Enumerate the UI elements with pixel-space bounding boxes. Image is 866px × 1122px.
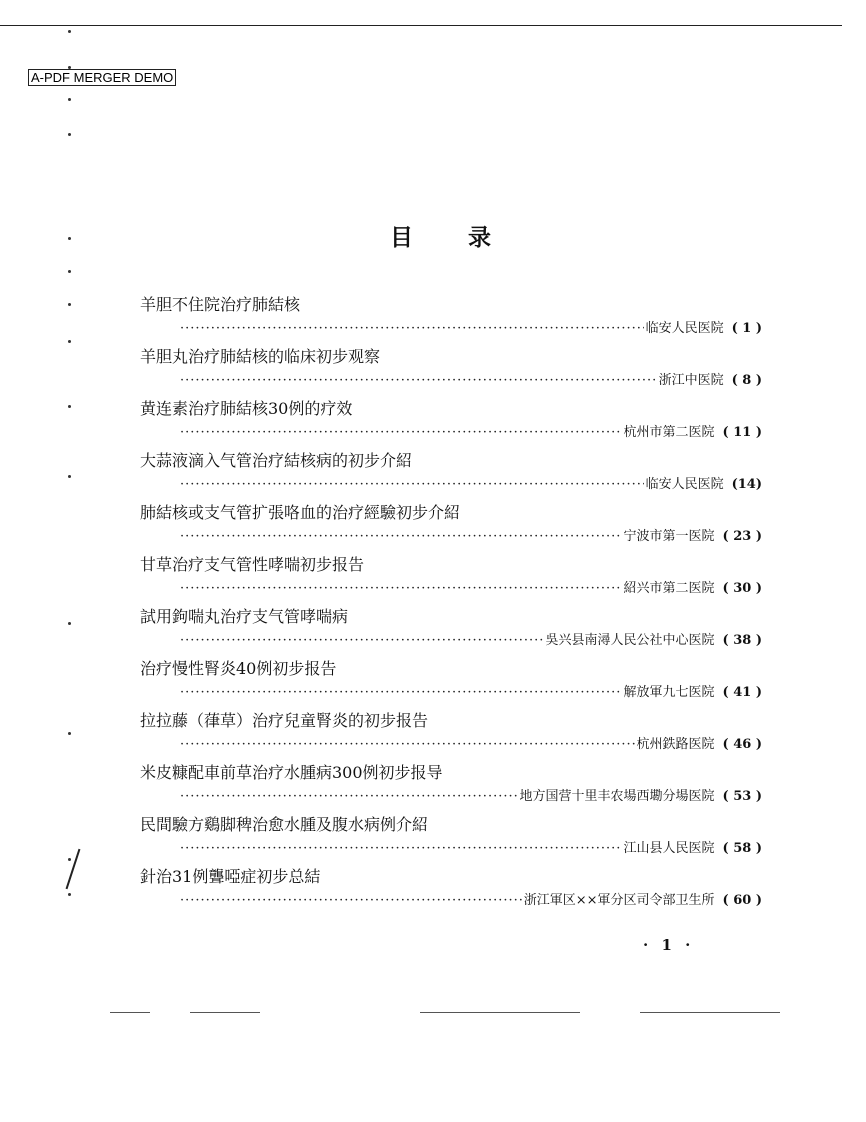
toc-entry-title: 羊胆不住院治疗肺結核: [140, 295, 301, 314]
scan-speck: [68, 858, 71, 861]
toc-entry-source: 杭州市第二医院: [623, 425, 715, 440]
toc-entry[interactable]: [140, 347, 780, 399]
toc-entry-title: 針治31例聾啞症初步总結: [140, 867, 321, 886]
toc-entry-source: 宁波市第一医院: [623, 529, 715, 544]
toc-leader-row: [180, 841, 762, 857]
toc-entry-page: ( 23 ): [722, 529, 762, 544]
toc-leader-row: [180, 529, 762, 545]
toc-entry[interactable]: [140, 763, 780, 815]
toc-entry-page: ( 1 ): [731, 321, 762, 336]
dot-leader: [180, 685, 622, 701]
scan-speck: [68, 475, 71, 478]
page-title: 目录: [390, 224, 546, 251]
toc-entry[interactable]: [140, 399, 780, 451]
toc-entry[interactable]: [140, 295, 780, 347]
dot-leader: [180, 893, 522, 909]
toc-entry-source: 浙江軍区××軍分区司令部卫生所: [523, 893, 715, 908]
toc-entry-page: ( 46 ): [722, 737, 762, 752]
scan-speck: [68, 732, 71, 735]
toc-entry-source: 浙江中医院: [658, 373, 724, 388]
toc-entry-page: ( 11 ): [722, 425, 762, 440]
top-rule: [0, 25, 842, 26]
toc-leader-row: [180, 633, 762, 649]
toc-entry-title: 肺結核或支气管扩張咯血的治疗經驗初步介紹: [140, 503, 461, 522]
toc-leader-row: [180, 789, 762, 805]
scan-speck: [68, 893, 71, 896]
scan-speck: [68, 303, 71, 306]
toc-entry-source: 临安人民医院: [645, 477, 724, 492]
toc-entry-page: ( 8 ): [731, 373, 762, 388]
toc-entry-page: ( 30 ): [722, 581, 762, 596]
toc-entry-title: 試用鉤喘丸治疗支气管哮喘病: [140, 607, 349, 626]
toc-entry-title: 羊胆丸治疗肺結核的临床初步观察: [140, 347, 381, 366]
toc-leader-row: [180, 477, 762, 493]
scan-speck: [110, 1012, 150, 1013]
toc-entry-title: 治疗慢性腎炎40例初步报告: [140, 659, 337, 678]
toc-entry-page: ( 41 ): [722, 685, 762, 700]
toc-entry-page: (14): [731, 477, 762, 492]
scan-speck: [68, 30, 71, 33]
dot-leader: [180, 841, 622, 857]
toc-entry-title: 甘草治疗支气管性哮喘初步报告: [140, 555, 365, 574]
toc-entry-page: ( 53 ): [722, 789, 762, 804]
toc-entry-title: 米皮糠配車前草治疗水腫病300例初步报导: [140, 763, 443, 782]
dot-leader: [180, 321, 644, 337]
toc-entry-title: 大蒜液滴入气管治疗結核病的初步介紹: [140, 451, 413, 470]
dot-leader: [180, 529, 622, 545]
toc-entry-title: 民間驗方鷄脚稗治愈水腫及腹水病例介紹: [140, 815, 429, 834]
pen-mark: [66, 849, 81, 890]
toc-entry[interactable]: [140, 815, 780, 867]
scan-speck: [68, 133, 71, 136]
scan-speck: [68, 340, 71, 343]
toc-entry[interactable]: [140, 555, 780, 607]
scan-speck: [68, 98, 71, 101]
toc-entry[interactable]: [140, 711, 780, 763]
toc-leader-row: [180, 685, 762, 701]
toc-entry[interactable]: [140, 451, 780, 503]
toc-entry[interactable]: [140, 607, 780, 659]
toc-entry-source: 解放軍九七医院: [623, 685, 715, 700]
scan-speck: [190, 1012, 260, 1013]
dot-leader: [180, 373, 657, 389]
dot-leader: [180, 789, 518, 805]
dot-leader: [180, 581, 622, 597]
toc-entry-page: ( 58 ): [722, 841, 762, 856]
toc-leader-row: [180, 373, 762, 389]
scan-speck: [640, 1012, 780, 1013]
scan-speck: [68, 66, 71, 69]
toc-entry-title: 黄连素治疗肺結核30例的疗效: [140, 399, 353, 418]
scan-speck: [68, 622, 71, 625]
scan-speck: [68, 270, 71, 273]
toc-entry-source: 地方国营十里丰农場西墈分場医院: [519, 789, 715, 804]
dot-leader: [180, 425, 622, 441]
toc-entry[interactable]: [140, 503, 780, 555]
toc-leader-row: [180, 581, 762, 597]
dot-leader: [180, 477, 644, 493]
toc-entry-source: 吳兴县南潯人民公社中心医院: [545, 633, 715, 648]
toc-leader-row: [180, 893, 762, 909]
dot-leader: [180, 737, 635, 753]
toc-leader-row: [180, 425, 762, 441]
scan-speck: [68, 405, 71, 408]
toc-entry-source: 紹兴市第二医院: [623, 581, 715, 596]
toc-entry-title: 拉拉藤（葎草）治疗兒童腎炎的初步报告: [140, 711, 429, 730]
toc-entry-source: 杭州鉄路医院: [636, 737, 715, 752]
toc-entry-page: ( 38 ): [722, 633, 762, 648]
scan-speck: [68, 237, 71, 240]
toc-entry-page: ( 60 ): [722, 893, 762, 908]
toc-entry-source: 临安人民医院: [645, 321, 724, 336]
toc-entry[interactable]: [140, 867, 780, 919]
toc-entry-source: 江山县人民医院: [623, 841, 715, 856]
toc-leader-row: [180, 321, 762, 337]
page-number: · 1 ·: [643, 936, 695, 954]
scan-speck: [420, 1012, 580, 1013]
toc-leader-row: [180, 737, 762, 753]
watermark-label: A-PDF MERGER DEMO: [28, 69, 176, 86]
dot-leader: [180, 633, 544, 649]
toc-entry[interactable]: [140, 659, 780, 711]
table-of-contents: [140, 295, 780, 919]
